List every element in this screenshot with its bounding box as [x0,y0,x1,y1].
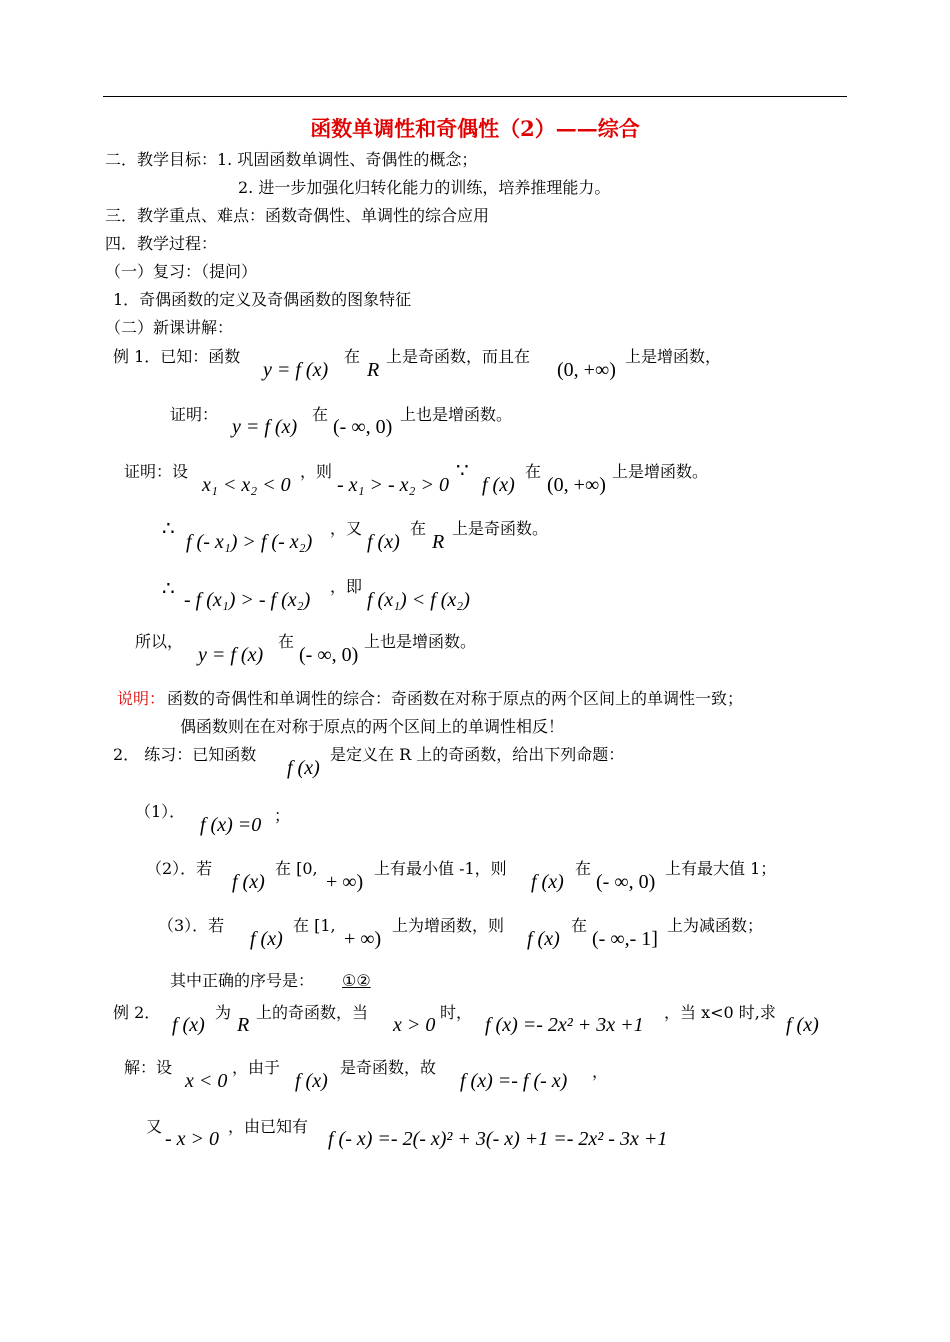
proposition-1: （1）． [135,802,186,821]
note-line-1: 函数的奇偶性和单调性的综合：奇函数在对称于原点的两个区间上的单调性一致； [167,689,744,708]
answer-value: ①② [342,971,371,990]
math-neg-interval: (- ∞, 0) [596,871,656,893]
math-f-x1-x2: f (x₁) < f (x₂) [367,589,470,611]
proof-line-1: 上是增函数。 [612,462,709,481]
math-fx: f (x) [172,1014,205,1036]
solution-line-2: 又 [146,1117,163,1136]
math-fx: f (x) [786,1014,819,1036]
math-fx: f (x) [367,531,400,553]
math-f-neg-x: f (- x₁) > f (- x₂) [186,531,313,553]
header-rule [103,96,847,97]
proof-line-2: 上是奇函数。 [452,519,549,538]
solution-line-1: 是奇函数，故 [340,1058,437,1077]
math-pos-interval: (0, +∞) [547,474,606,496]
exercise-text: 是定义在 R 上的奇函数，给出下列命题： [330,745,625,764]
keypoint-line: 三．教学重点、难点：函数奇偶性、单调性的综合应用 [105,206,490,225]
math-fx: f (x) [531,871,564,893]
example2-text: ，当 x<0 时,求 [664,1003,776,1022]
proof-line-1: 证明：设 [124,462,189,481]
because-symbol: ∵ [456,458,469,482]
proof-line-1: ，则 [300,462,333,481]
math-fx: f (x) [287,757,320,779]
solution-line-1: ，由于 [232,1058,281,1077]
review-item-1: 1．奇偶函数的定义及奇偶函数的图象特征 [113,290,412,309]
therefore-symbol: ∴ [162,516,175,540]
math-fx: f (x) [295,1070,328,1092]
goal-line-2: 2. 进一步加强化归转化能力的训练，培养推理能力。 [238,178,611,197]
example1-text: 例 1．已知：函数 [113,347,241,366]
proposition-2: 在 [575,859,592,878]
proof-line-1: 在 [525,462,542,481]
example2-text: 上的奇函数，当 [256,1003,369,1022]
proof-line-3: ，即 [330,577,363,596]
proposition-3: 在 [1, [293,916,336,935]
math-inf-close: + ∞) [344,928,382,950]
document-title: 函数单调性和奇偶性（2）——综合 [310,116,640,141]
math-fx: f (x) [527,928,560,950]
math-f0: f (x) =0 [200,814,262,836]
conclusion-text: 上也是增函数。 [364,632,477,651]
note-label: 说明： [117,689,166,708]
example1-text: 在 [344,347,361,366]
prove-label: 证明： [170,405,219,424]
review-heading: （一）复习：（提问） [105,262,258,281]
math-neg-interval: (- ∞, 0) [299,644,359,666]
proposition-3: 在 [571,916,588,935]
math-f-neg-x-expansion: f (- x) =- 2(- x)² + 3(- x) +1 =- 2x² - 3x +1 [328,1128,668,1150]
conclusion-text: 在 [278,632,295,651]
math-neg-interval: (- ∞,- 1] [592,928,658,950]
proposition-2: 上有最大值 1； [665,859,777,878]
math-fx-odd: f (x) =- f (- x) [460,1070,568,1092]
process-heading: 四．教学过程： [105,234,218,253]
note-line-2: 偶函数则在在对称于原点的两个区间上的单调性相反！ [180,717,565,736]
solution-line-1: ， [592,1062,609,1081]
example1-text: 上是增函数， [625,347,722,366]
therefore-symbol: ∴ [162,576,175,600]
conclusion-text: 所以， [135,632,184,651]
proof-line-2: 在 [410,519,427,538]
goal-line-1: 二．教学目标：1. 巩固函数单调性、奇偶性的概念； [105,150,478,169]
math-y-fx: y = f (x) [263,359,329,381]
solution-line-2: ，由已知有 [228,1117,309,1136]
math-pos-interval: (0, +∞) [557,359,616,381]
math-fx: f (x) [232,871,265,893]
proposition-3: 上为增函数，则 [392,916,505,935]
proposition-3: （3）．若 [158,916,225,935]
proposition-2: （2）．若 [146,859,213,878]
exercise-text: 2． 练习：已知函数 [113,745,257,764]
math-fx-definition: f (x) =- 2x² + 3x +1 [485,1014,644,1036]
math-R: R [237,1014,250,1036]
math-inf-close: + ∞) [326,871,364,893]
math-x-gt-0: x > 0 [393,1014,436,1036]
example2-text: 时， [440,1003,473,1022]
prove-text: 在 [312,405,329,424]
math-fx: f (x) [250,928,283,950]
math-neg-x-gt-0: - x > 0 [165,1128,220,1150]
math-neg-interval: (- ∞, 0) [333,416,393,438]
math-y-fx: y = f (x) [198,644,264,666]
new-lesson-heading: （二）新课讲解： [105,318,234,337]
math-neg-x1-x2: - x₁ > - x₂ > 0 [337,474,449,496]
example2-text: 例 2． [113,1003,161,1022]
solution-line-1: 解：设 [124,1058,173,1077]
math-x-lt-0: x < 0 [185,1070,228,1092]
proposition-2: 在 [0, [275,859,318,878]
math-neg-f: - f (x₁) > - f (x₂) [184,589,311,611]
prove-text: 上也是增函数。 [400,405,513,424]
math-x1-x2: x₁ < x₂ < 0 [202,474,291,496]
answer-label: 其中正确的序号是： [170,971,315,990]
proposition-3: 上为减函数； [667,916,764,935]
math-fx: f (x) [482,474,515,496]
math-R: R [432,531,445,553]
proposition-1: ； [274,806,291,825]
example2-text: 为 [215,1003,232,1022]
math-R: R [367,359,380,381]
example1-text: 上是奇函数，而且在 [386,347,531,366]
proof-line-2: ，又 [330,519,363,538]
proposition-2: 上有最小值 -1，则 [374,859,507,878]
math-y-fx: y = f (x) [232,416,298,438]
